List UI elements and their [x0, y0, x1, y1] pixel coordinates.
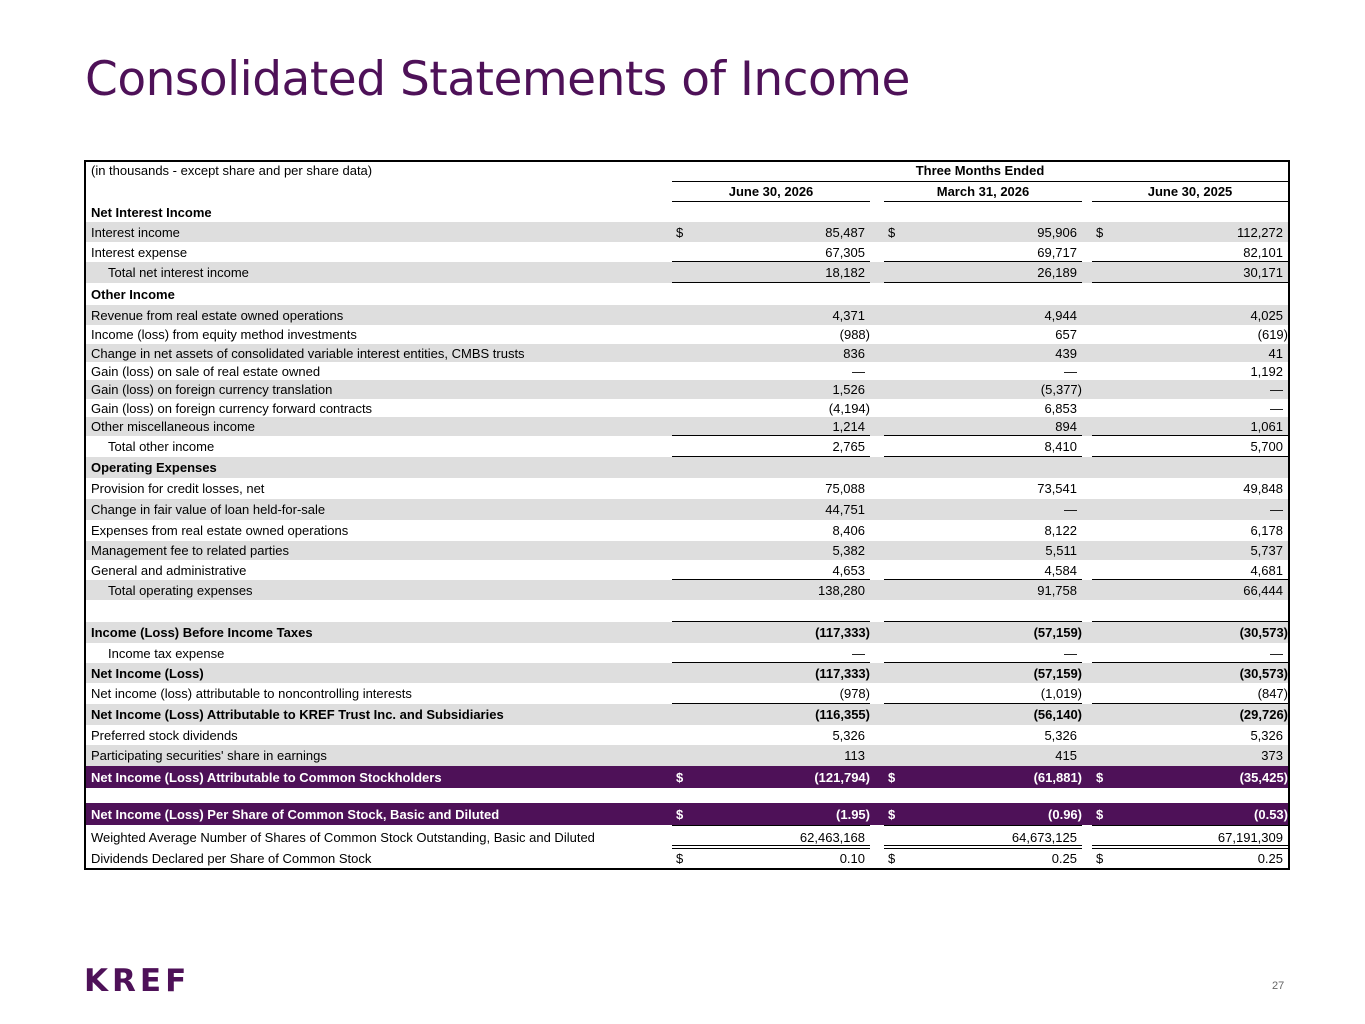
value-cell — [672, 225, 870, 240]
currency-symbol: $ — [1096, 807, 1104, 822]
value: (116,355) — [815, 707, 870, 722]
currency-symbol: $ — [888, 225, 896, 240]
value: 30,171 — [1243, 265, 1283, 280]
value-cell — [672, 728, 870, 743]
value: (0.53) — [1254, 807, 1288, 822]
table-row-net-income-loss-per-share-of-common-stock-basic-and-diluted — [86, 803, 1288, 825]
value-cell — [672, 583, 870, 598]
value: 5,326 — [1044, 728, 1077, 743]
table-row-other-miscellaneous-income — [86, 417, 1288, 436]
value-cell — [1092, 308, 1288, 323]
value: 5,382 — [832, 543, 865, 558]
table-row-net-income-loss-attributable-to-noncontrolling-interests — [86, 683, 1288, 704]
value: 91,758 — [1037, 583, 1077, 598]
value-cell — [1092, 728, 1288, 743]
value-cell — [1092, 327, 1288, 342]
value: 82,101 — [1243, 245, 1283, 260]
table-row-dividends-declared-per-share-of-common-stock — [86, 848, 1288, 869]
value-cell — [672, 287, 870, 302]
value: (30,573) — [1239, 666, 1288, 681]
table-row-total-operating-expenses — [86, 580, 1288, 600]
value: — — [1064, 646, 1077, 661]
column-header-1: June 30, 2026 — [728, 184, 814, 199]
value: (619) — [1257, 327, 1288, 342]
value-cell — [884, 748, 1082, 763]
value-cell — [1092, 686, 1288, 701]
value: (29,726) — [1239, 707, 1288, 722]
table-row-net-income-loss — [86, 663, 1288, 683]
value: 112,272 — [1236, 225, 1283, 240]
value-cell — [672, 646, 870, 661]
value: — — [852, 646, 865, 661]
row-label: Income tax expense — [108, 646, 225, 661]
value-cell — [1092, 205, 1288, 220]
value: (35,425) — [1239, 770, 1288, 785]
table-row-income-loss-before-income-taxes — [86, 622, 1288, 643]
value: (0.96) — [1048, 807, 1082, 822]
value-cell — [1092, 851, 1288, 866]
value: 6,853 — [1044, 401, 1077, 416]
value: (1,019) — [1040, 686, 1082, 701]
value-cell — [672, 205, 870, 220]
row-label: Net Income (Loss) Per Share of Common Stock, Basic and Diluted — [91, 807, 500, 822]
value-cell — [1092, 543, 1288, 558]
value: 1,526 — [832, 382, 865, 397]
value-cell — [884, 225, 1082, 240]
value-cell — [884, 583, 1082, 598]
currency-symbol: $ — [676, 770, 684, 785]
value-cell — [672, 364, 870, 379]
value-cell — [884, 245, 1082, 260]
value: 4,944 — [1044, 308, 1077, 323]
value-cell — [672, 382, 870, 397]
value-cell — [1092, 625, 1288, 640]
value-cell — [884, 523, 1082, 538]
value-cell — [672, 686, 870, 701]
value-cell — [672, 707, 870, 722]
value-cell — [672, 830, 870, 845]
row-label: Gain (loss) on foreign currency translation — [91, 382, 333, 397]
value: 5,326 — [1250, 728, 1283, 743]
table-row-gain-loss-on-foreign-currency-translation — [86, 380, 1288, 399]
value: 138,280 — [818, 583, 865, 598]
value: 1,214 — [832, 419, 865, 434]
value-cell — [1092, 382, 1288, 397]
value-cell — [672, 265, 870, 280]
row-label: Net Income (Loss) Attributable to KREF Trust Inc. and Subsidiaries — [91, 707, 504, 722]
page-title: Consolidated Statements of Income — [85, 52, 910, 107]
value: 4,681 — [1250, 563, 1283, 578]
value: (30,573) — [1239, 625, 1288, 640]
value-cell — [672, 419, 870, 434]
value-cell — [672, 502, 870, 517]
value-cell — [672, 543, 870, 558]
value: 95,906 — [1037, 225, 1077, 240]
table-row-net-income-loss-attributable-to-common-stockholders — [86, 766, 1288, 788]
value-cell — [1092, 502, 1288, 517]
value: 75,088 — [825, 481, 865, 496]
row-label: Provision for credit losses, net — [91, 481, 265, 496]
value-cell — [884, 563, 1082, 578]
value: (57,159) — [1033, 666, 1082, 681]
row-label: Management fee to related parties — [91, 543, 290, 558]
value: 4,371 — [832, 308, 865, 323]
value: 373 — [1261, 748, 1283, 763]
value: 69,717 — [1037, 245, 1077, 260]
value: 44,751 — [825, 502, 865, 517]
value-cell — [884, 401, 1082, 416]
value: 73,541 — [1037, 481, 1077, 496]
value: — — [1270, 382, 1283, 397]
value-cell — [672, 748, 870, 763]
value: — — [1064, 364, 1077, 379]
value-cell — [884, 419, 1082, 434]
table-row-provision-for-credit-losses-net — [86, 478, 1288, 499]
value: 5,326 — [832, 728, 865, 743]
value: — — [1270, 502, 1283, 517]
value: 6,178 — [1250, 523, 1283, 538]
value-cell — [1092, 401, 1288, 416]
value-cell — [672, 666, 870, 681]
value-cell — [884, 686, 1082, 701]
currency-symbol: $ — [1096, 851, 1104, 866]
row-label: Net Income (Loss) Attributable to Common Stockholders — [91, 770, 442, 785]
table-row-general-and-administrative — [86, 560, 1288, 580]
value-cell — [884, 770, 1082, 785]
value-cell — [884, 543, 1082, 558]
row-label: Other Income — [91, 287, 175, 302]
value: 85,487 — [825, 225, 865, 240]
value-cell — [672, 460, 870, 475]
value-cell — [884, 287, 1082, 302]
table-row-total-other-income — [86, 436, 1288, 457]
row-label: Change in fair value of loan held-for-sale — [91, 502, 326, 517]
value-cell — [1092, 287, 1288, 302]
value-cell — [1092, 460, 1288, 475]
value: 4,653 — [832, 563, 865, 578]
value-cell — [1092, 583, 1288, 598]
row-label: Participating securities' share in earnings — [91, 748, 327, 763]
value: 1,061 — [1250, 419, 1283, 434]
row-label: Total operating expenses — [108, 583, 253, 598]
row-label: Income (Loss) Before Income Taxes — [91, 625, 313, 640]
value: 67,305 — [825, 245, 865, 260]
value: 66,444 — [1243, 583, 1283, 598]
currency-symbol: $ — [676, 807, 684, 822]
value-cell — [884, 308, 1082, 323]
row-label: Weighted Average Number of Shares of Common Stock Outstanding, Basic and Diluted — [91, 830, 595, 845]
value: (1.95) — [836, 807, 870, 822]
value-cell — [672, 308, 870, 323]
value-cell — [672, 481, 870, 496]
value: 8,122 — [1044, 523, 1077, 538]
value-cell — [884, 807, 1082, 822]
row-label: Dividends Declared per Share of Common Stock — [91, 851, 372, 866]
table-row-change-in-fair-value-of-loan-held-for-sale — [86, 499, 1288, 520]
value-cell — [1092, 364, 1288, 379]
column-header-2: March 31, 2026 — [936, 184, 1030, 199]
value-cell — [1092, 523, 1288, 538]
table-row-preferred-stock-dividends — [86, 725, 1288, 745]
value-cell — [884, 327, 1082, 342]
row-label: Other miscellaneous income — [91, 419, 256, 434]
table-row-interest-expense — [86, 242, 1288, 262]
row-label: Interest expense — [91, 245, 188, 260]
column-header-3: June 30, 2025 — [1147, 184, 1233, 199]
row-label: General and administrative — [91, 563, 247, 578]
value: 4,025 — [1250, 308, 1283, 323]
value: — — [1064, 502, 1077, 517]
value-cell — [884, 707, 1082, 722]
row-label: Expenses from real estate owned operations — [91, 523, 349, 538]
value: 64,673,125 — [1011, 830, 1077, 845]
table-row-net-income-loss-attributable-to-kref-trust-inc-and-subsidiaries — [86, 704, 1288, 725]
table-row-operating-expenses — [86, 457, 1288, 478]
value-cell — [1092, 563, 1288, 578]
value-cell — [1092, 419, 1288, 434]
value-cell — [1092, 346, 1288, 361]
value-cell — [672, 327, 870, 342]
value: 0.25 — [1257, 851, 1283, 866]
table-row-interest-income — [86, 222, 1288, 242]
row-label: Net income (loss) attributable to noncontrolling interests — [91, 686, 412, 701]
value-cell — [672, 401, 870, 416]
value: (57,159) — [1033, 625, 1082, 640]
table-row-participating-securities-share-in-earnings — [86, 745, 1288, 766]
table-row-management-fee-to-related-parties — [86, 541, 1288, 560]
table-row-other-income — [86, 283, 1288, 305]
table-row-gain-loss-on-foreign-currency-forward-contracts — [86, 399, 1288, 417]
value: 18,182 — [825, 265, 865, 280]
value: 1,192 — [1250, 364, 1283, 379]
value-cell — [884, 830, 1082, 845]
value-cell — [884, 382, 1082, 397]
bottom-rule — [672, 868, 870, 869]
value-cell — [1092, 265, 1288, 280]
value-cell — [1092, 225, 1288, 240]
value: (847) — [1257, 686, 1288, 701]
value: 8,410 — [1044, 439, 1077, 454]
currency-symbol: $ — [676, 851, 684, 866]
row-label: Preferred stock dividends — [91, 728, 238, 743]
table-row-income-tax-expense — [86, 643, 1288, 663]
value: — — [1270, 646, 1283, 661]
value: (5,377) — [1040, 382, 1082, 397]
row-label: Gain (loss) on sale of real estate owned — [91, 364, 321, 379]
table-row-income-loss-from-equity-method-investments — [86, 325, 1288, 344]
value: 5,737 — [1250, 543, 1283, 558]
value: (978) — [839, 686, 870, 701]
value-cell — [884, 439, 1082, 454]
value-cell — [1092, 770, 1288, 785]
table-row-gain-loss-on-sale-of-real-estate-owned — [86, 362, 1288, 380]
value: (117,333) — [815, 625, 870, 640]
value-cell — [672, 245, 870, 260]
value: 113 — [844, 748, 865, 763]
period-header: Three Months Ended — [915, 163, 1045, 178]
currency-symbol: $ — [1096, 225, 1104, 240]
row-label: Total net interest income — [108, 265, 249, 280]
value: 415 — [1055, 748, 1077, 763]
row-label: Interest income — [91, 225, 180, 240]
currency-symbol: $ — [888, 807, 896, 822]
value-cell — [672, 439, 870, 454]
currency-symbol: $ — [1096, 770, 1104, 785]
value: 26,189 — [1037, 265, 1077, 280]
value-cell — [672, 807, 870, 822]
row-label: Income (loss) from equity method investments — [91, 327, 357, 342]
value-cell — [672, 770, 870, 785]
value-cell — [1092, 245, 1288, 260]
value: — — [852, 364, 865, 379]
table-header-row — [86, 162, 1288, 182]
value-cell — [884, 851, 1082, 866]
value-cell — [884, 205, 1082, 220]
value: 657 — [1055, 327, 1077, 342]
value-cell — [884, 502, 1082, 517]
value: 8,406 — [832, 523, 865, 538]
value: 439 — [1055, 346, 1077, 361]
value-cell — [1092, 439, 1288, 454]
value-cell — [884, 625, 1082, 640]
table-row-expenses-from-real-estate-owned-operations — [86, 520, 1288, 541]
value-cell — [672, 625, 870, 640]
value-cell — [1092, 646, 1288, 661]
value-cell — [884, 728, 1082, 743]
value: 0.10 — [839, 851, 865, 866]
bottom-rule — [1092, 868, 1288, 869]
row-label: Net Interest Income — [91, 205, 212, 220]
row-label: Change in net assets of consolidated variable interest entities, CMBS trusts — [91, 346, 525, 361]
value-cell — [672, 563, 870, 578]
value: 41 — [1268, 346, 1283, 361]
row-label: Net Income (Loss) — [91, 666, 204, 681]
value: (56,140) — [1033, 707, 1082, 722]
value: 836 — [843, 346, 865, 361]
value-cell — [1092, 830, 1288, 845]
value: (117,333) — [815, 666, 870, 681]
value: (61,881) — [1033, 770, 1082, 785]
value-cell — [884, 666, 1082, 681]
value-cell — [884, 346, 1082, 361]
value-cell — [884, 364, 1082, 379]
value: 894 — [1055, 419, 1077, 434]
units-note: (in thousands - except share and per share data) — [91, 163, 373, 178]
row-label: Revenue from real estate owned operations — [91, 308, 344, 323]
value: 49,848 — [1243, 481, 1283, 496]
value-cell — [884, 481, 1082, 496]
value-cell — [884, 646, 1082, 661]
value-cell — [1092, 666, 1288, 681]
value-cell — [672, 523, 870, 538]
currency-symbol: $ — [676, 225, 684, 240]
table-row-revenue-from-real-estate-owned-operations — [86, 305, 1288, 325]
value: 2,765 — [832, 439, 865, 454]
value-cell — [1092, 707, 1288, 722]
value: 62,463,168 — [799, 830, 865, 845]
value-cell — [1092, 481, 1288, 496]
value: 4,584 — [1044, 563, 1077, 578]
value-cell — [1092, 807, 1288, 822]
table-row-net-interest-income — [86, 202, 1288, 222]
row-label: Gain (loss) on foreign currency forward contracts — [91, 401, 373, 416]
table-row-total-net-interest-income — [86, 262, 1288, 283]
value: 5,511 — [1045, 543, 1077, 558]
value: 67,191,309 — [1217, 830, 1283, 845]
column-header-row — [86, 182, 1288, 202]
table-row-change-in-net-assets-of-consolidated-variable-interest-entities-cmbs-trusts — [86, 344, 1288, 362]
row-label: Total other income — [108, 439, 215, 454]
page-number: 27 — [1272, 980, 1285, 992]
value: (4,194) — [828, 401, 870, 416]
value-cell — [884, 460, 1082, 475]
value-cell — [1092, 748, 1288, 763]
kref-logo: KREF — [84, 963, 191, 999]
value: (988) — [839, 327, 870, 342]
currency-symbol: $ — [888, 770, 896, 785]
value: — — [1270, 401, 1283, 416]
bottom-rule — [884, 868, 1082, 869]
value: (121,794) — [814, 770, 870, 785]
currency-symbol: $ — [888, 851, 896, 866]
income-statement-table — [84, 160, 1290, 870]
value-cell — [672, 851, 870, 866]
value-cell — [672, 346, 870, 361]
value: 0.25 — [1051, 851, 1077, 866]
value: 5,700 — [1250, 439, 1283, 454]
value-cell — [884, 265, 1082, 280]
row-label: Operating Expenses — [91, 460, 217, 475]
